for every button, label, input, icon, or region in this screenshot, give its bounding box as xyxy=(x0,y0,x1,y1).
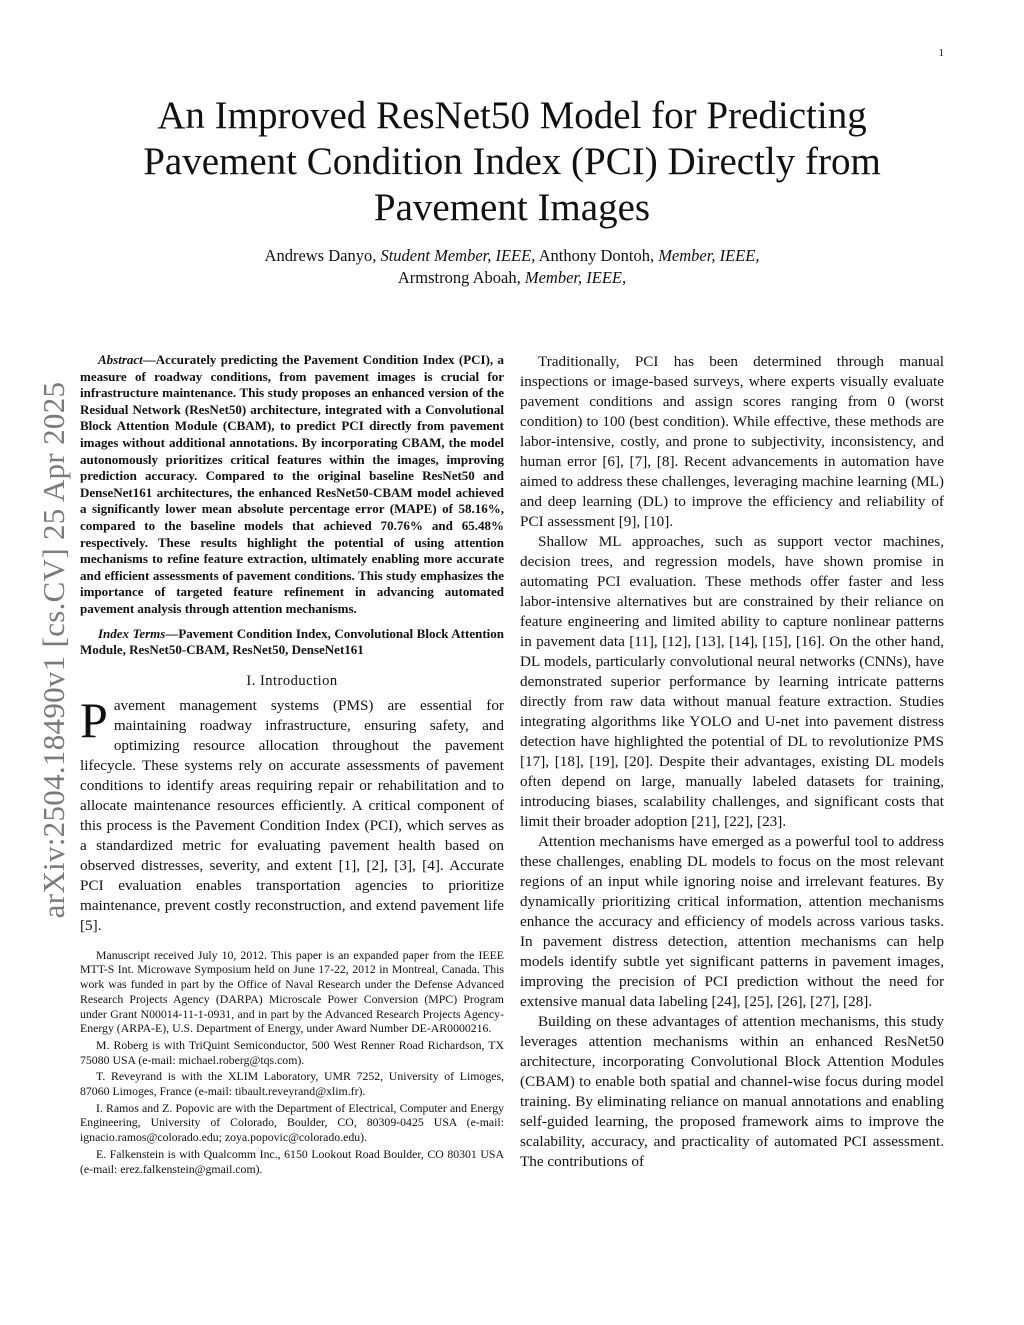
left-column xyxy=(80,352,504,1178)
body-paragraph: Attention mechanisms have emerged as a powerful tool to address these challenges, enabling DL models to focus on the most relevant regions of an input while ignoring noise and irrelevant features. By dynamically prioritizing critical information, attention mechanisms enhance the accuracy and efficiency of models across various tasks. In pavement distress detection, attention mechanisms can help models identify subtle yet significant patterns in pavement images, improving the precision of PCI prediction without the need for extensive manual data labeling [24], [25], [26], [27], [28]. xyxy=(520,833,944,1010)
footnote: M. Roberg is with TriQuint Semiconductor, 500 West Renner Road Richardson, TX 75080 USA (e-mail: michael.roberg@tqs.com). xyxy=(80,1037,504,1067)
index-terms xyxy=(80,626,504,659)
abstract-label: Abstract xyxy=(98,352,143,367)
page-number: 1 xyxy=(938,47,944,59)
abstract xyxy=(80,352,504,618)
footnote: E. Falkenstein is with Qualcomm Inc., 6150 Lookout Road Boulder, CO 80301 USA (e-mail: erez.falkenstein@gmail.com). xyxy=(80,1146,504,1176)
author-name: Anthony Dontoh, xyxy=(538,246,655,265)
intro-paragraph-text: avement management systems (PMS) are essential for maintaining roadway infrastructure, ensuring safety, and optimizing resource allocation throughout the pavement lifecycle. These systems rely on accurate assessments of pavement conditions to identify areas requiring repair or rehabilitation and to allocate maintenance resources efficiently. A critical component of this process is the Pavement Condition Index (PCI), which serves as a standardized metric for evaluating pavement health based on observed distresses, severity, and extent [1], [2], [3], [4]. Accurate PCI evaluation enables transportation agencies to prioritize maintenance, prevent costly reconstruction, and extend pavement life [5]. xyxy=(80,696,504,934)
author-role: Member, IEEE, xyxy=(658,246,760,265)
index-terms-text: —Pavement Condition Index, Convolutional Block Attention Module, ResNet50-CBAM, ResNet50, DenseNet161 xyxy=(80,625,504,658)
right-column xyxy=(520,352,944,1172)
arxiv-stamp: arXiv:2504.18490v1 [cs.CV] 25 Apr 2025 xyxy=(36,381,71,919)
section-heading: I. Introduction xyxy=(246,672,338,689)
drop-cap: P xyxy=(80,691,108,748)
author-list xyxy=(100,245,924,289)
author-name: Andrews Danyo, xyxy=(264,246,377,265)
body-paragraph: Shallow ML approaches, such as support vector machines, decision trees, and regression models, have shown promise in automating PCI evaluation. These methods offer faster and less labor-intensive alternatives but are constrained by their reliance on feature engineering and limited ability to capture nonlinear patterns in pavement data [11], [12], [13], [14], [15], [16]. On the other hand, DL models, particularly convolutional neural networks (CNNs), have demonstrated superior performance by learning intricate patterns directly from raw data without manual feature extraction. Studies integrating algorithms like YOLO and U-net into pavement distress detection have highlighted the potential of DL to revolutionize PMS [17], [18], [19], [20]. Despite their advantages, existing DL models often depend on large, manually labeled datasets for training, introducing biases, scalability challenges, and significant costs that limit their broader adoption [21], [22], [23]. xyxy=(520,533,944,830)
body-paragraph: Traditionally, PCI has been determined through manual inspections or image-based surveys, where experts visually evaluate pavement conditions and assign scores ranging from 0 (worst condition) to 100 (best condition). While effective, these methods are labor-intensive, costly, and prone to subjectivity, inconsistency, and human error [6], [7], [8]. Recent advancements in automation have aimed to address these challenges, leveraging machine learning (ML) and deep learning (DL) to improve the efficiency and reliability of PCI assessment [9], [10]. xyxy=(520,353,944,530)
index-terms-label: Index Terms xyxy=(98,625,166,641)
abstract-text: —Accurately predicting the Pavement Condition Index (PCI), a measure of roadway conditions, from pavement images is crucial for infrastructure maintenance. This study proposes an enhanced version of the Residual Network (ResNet50) architecture, integrated with a Convolutional Block Attention Module (CBAM), to predict PCI directly from pavement images without additional annotations. By incorporating CBAM, the model autonomously prioritizes critical features within the images, improving prediction accuracy. Compared to the original baseline ResNet50 and DenseNet161 architectures, the enhanced ResNet50-CBAM model achieved a significantly lower mean absolute percentage error (MAPE) of 58.16%, compared to the baseline models that achieved 70.76% and 65.48% respectively. These results highlight the potential of using attention mechanisms to refine feature extraction, ultimately enabling more accurate and efficient assessments of pavement conditions. This study emphasizes the importance of targeted feature refinement in advancing automated pavement analysis through attention mechanisms. xyxy=(80,352,504,616)
footnote: T. Reveyrand is with the XLIM Laboratory, UMR 7252, University of Limoges, 87060 Limoges, France (e-mail: tibault.reveyrand@xlim.fr). xyxy=(80,1069,504,1099)
footnotes xyxy=(80,948,504,1177)
body-paragraph: Building on these advantages of attention mechanisms, this study leverages attention mechanisms within an enhanced ResNet50 architecture, incorporating Convolutional Block Attention Modules (CBAM) to enable both spatial and channel-wise focus during model training. By eliminating reliance on manual annotations and enabling self-guided learning, the proposed framework aims to improve the scalability, accuracy, and practicality of automated PCI assessment. The contributions of xyxy=(520,1013,944,1170)
author-role: Student Member, IEEE, xyxy=(380,246,536,265)
footnote: I. Ramos and Z. Popovic are with the Department of Electrical, Computer and Energy Engineering, University of Colorado, Boulder, CO, 80309-0425 USA (e-mail: ignacio.ramos@colorado.edu; zoya.popovic@colorado.edu). xyxy=(80,1100,504,1145)
paper-title: An Improved ResNet50 Model for Predicting Pavement Condition Index (PCI) Directly from Pavement Images xyxy=(143,94,881,229)
intro-paragraph xyxy=(80,691,504,936)
footnote: Manuscript received July 10, 2012. This paper is an expanded paper from the IEEE MTT-S Int. Microwave Symposium held on June 17-22, 2012 in Montreal, Canada. This work was funded in part by the Office of Naval Research under the Defense Advanced Research Projects Agency (DARPA) Microscale Power Conversion (MPC) Program under Grant N00014-11-1-0931, and in part by the Advanced Research Projects Agency-Energy (ARPA-E), U.S. Department of Energy, under Award Number DE-AR0000216. xyxy=(80,947,504,1036)
author-role: Member, IEEE, xyxy=(524,268,627,287)
author-name: Armstrong Aboah, xyxy=(397,268,521,287)
